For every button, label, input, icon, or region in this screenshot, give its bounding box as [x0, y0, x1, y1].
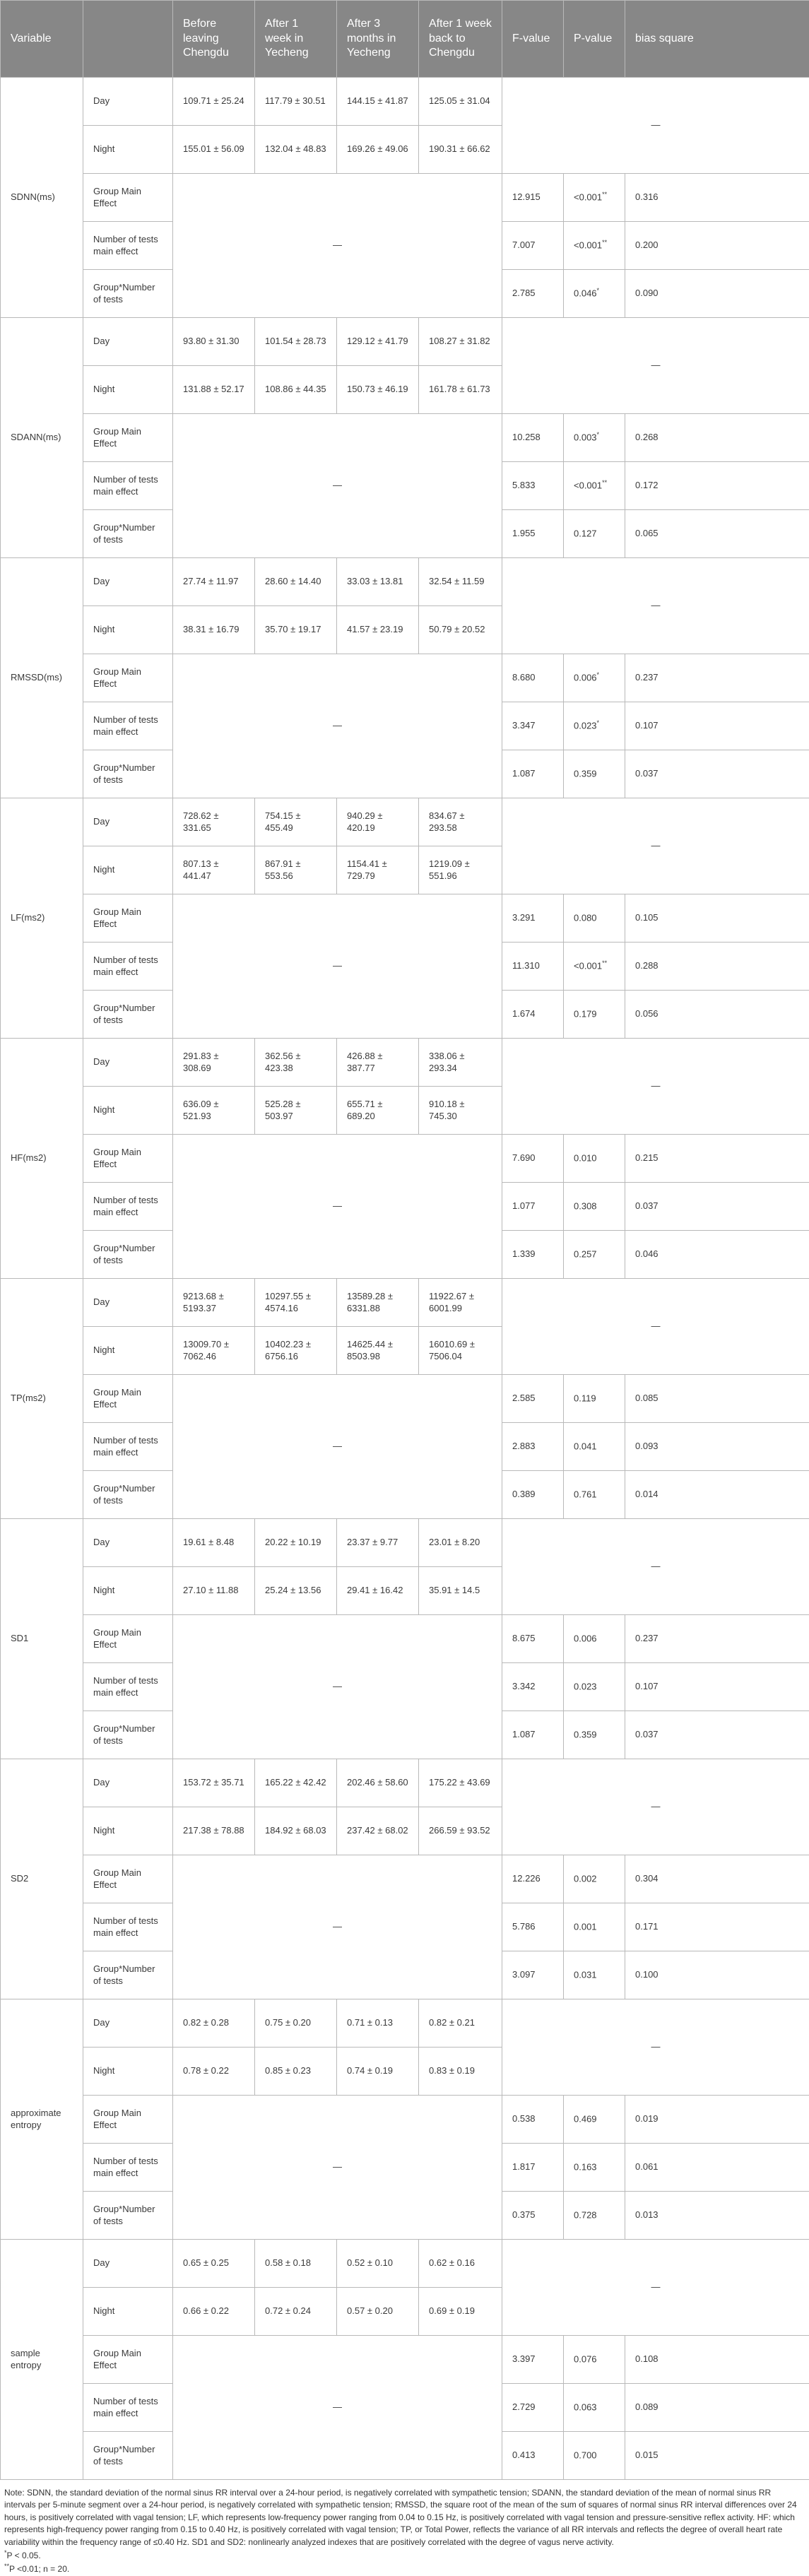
f-value: 10.258 — [502, 414, 564, 462]
f-value: 11.310 — [502, 943, 564, 991]
bias-square: 0.065 — [625, 510, 809, 558]
stats-dash: — — [502, 1039, 809, 1135]
p-value: 0.031 — [564, 1951, 625, 1999]
p-value: <0.001** — [564, 943, 625, 991]
effect-label: Number of tests main effect — [83, 462, 173, 510]
bias-square: 0.100 — [625, 1951, 809, 1999]
day-value: 10297.55 ± 4574.16 — [255, 1279, 337, 1327]
day-value: 125.05 ± 31.04 — [419, 78, 502, 126]
f-value: 1.674 — [502, 991, 564, 1039]
table-row — [1, 1519, 809, 1567]
effect-label: Group*Number of tests — [83, 1951, 173, 1999]
day-value: 13589.28 ± 6331.88 — [337, 1279, 419, 1327]
day-value: 0.58 ± 0.18 — [255, 2240, 337, 2288]
day-value: 153.72 ± 35.71 — [173, 1759, 255, 1807]
p-value: 0.076 — [564, 2336, 625, 2384]
bias-square: 0.237 — [625, 654, 809, 702]
variable-name: RMSSD(ms) — [1, 558, 83, 798]
effect-label: Group Main Effect — [83, 174, 173, 222]
row-label-day: Day — [83, 2240, 173, 2288]
bias-square: 0.200 — [625, 222, 809, 270]
note-p1: *P < 0.05. — [4, 2548, 803, 2562]
effect-label: Group Main Effect — [83, 1615, 173, 1663]
effect-label: Number of tests main effect — [83, 2384, 173, 2432]
night-value: 14625.44 ± 8503.98 — [337, 1327, 419, 1375]
table-row — [1, 1279, 809, 1327]
night-value: 0.69 ± 0.19 — [419, 2288, 502, 2336]
f-value: 0.413 — [502, 2432, 564, 2480]
f-value: 2.585 — [502, 1375, 564, 1423]
f-value: 5.786 — [502, 1903, 564, 1951]
night-value: 38.31 ± 16.79 — [173, 606, 255, 654]
effect-label: Number of tests main effect — [83, 1183, 173, 1231]
day-value: 109.71 ± 25.24 — [173, 78, 255, 126]
table-row — [1, 2336, 809, 2384]
variable-name: SD1 — [1, 1519, 83, 1759]
day-value: 0.52 ± 0.10 — [337, 2240, 419, 2288]
day-value: 23.01 ± 8.20 — [419, 1519, 502, 1567]
f-value: 1.817 — [502, 2144, 564, 2192]
night-value: 184.92 ± 68.03 — [255, 1807, 337, 1855]
f-value: 5.833 — [502, 462, 564, 510]
f-value: 3.097 — [502, 1951, 564, 1999]
effect-label: Number of tests main effect — [83, 2144, 173, 2192]
f-value: 7.007 — [502, 222, 564, 270]
effect-label: Group*Number of tests — [83, 1471, 173, 1519]
row-label-night: Night — [83, 126, 173, 174]
effect-label: Group Main Effect — [83, 2336, 173, 2384]
day-value: 27.74 ± 11.97 — [173, 558, 255, 606]
day-value: 175.22 ± 43.69 — [419, 1759, 502, 1807]
night-value: 0.83 ± 0.19 — [419, 2048, 502, 2096]
row-label-day: Day — [83, 1279, 173, 1327]
table-row — [1, 1855, 809, 1903]
f-value: 7.690 — [502, 1135, 564, 1183]
night-value: 13009.70 ± 7062.46 — [173, 1327, 255, 1375]
f-value: 1.077 — [502, 1183, 564, 1231]
f-value: 2.729 — [502, 2384, 564, 2432]
table-row — [1, 78, 809, 126]
day-value: 93.80 ± 31.30 — [173, 318, 255, 366]
effect-label: Number of tests main effect — [83, 222, 173, 270]
day-value: 728.62 ± 331.65 — [173, 798, 255, 846]
stats-dash: — — [502, 1519, 809, 1615]
table-row — [1, 654, 809, 702]
variable-name: LF(ms2) — [1, 798, 83, 1039]
row-label-day: Day — [83, 1519, 173, 1567]
means-dash: — — [173, 2096, 502, 2240]
night-value: 0.66 ± 0.22 — [173, 2288, 255, 2336]
night-value: 29.41 ± 16.42 — [337, 1567, 419, 1615]
f-value: 2.883 — [502, 1423, 564, 1471]
p-value: 0.003* — [564, 414, 625, 462]
night-value: 35.91 ± 14.5 — [419, 1567, 502, 1615]
day-value: 11922.67 ± 6001.99 — [419, 1279, 502, 1327]
effect-label: Number of tests main effect — [83, 1663, 173, 1711]
night-value: 16010.69 ± 7506.04 — [419, 1327, 502, 1375]
table-row — [1, 174, 809, 222]
bias-square: 0.172 — [625, 462, 809, 510]
effect-label: Number of tests main effect — [83, 943, 173, 991]
day-value: 202.46 ± 58.60 — [337, 1759, 419, 1807]
row-label-night: Night — [83, 366, 173, 414]
day-value: 0.82 ± 0.28 — [173, 1999, 255, 2048]
table-row — [1, 1615, 809, 1663]
bias-square: 0.237 — [625, 1615, 809, 1663]
day-value: 144.15 ± 41.87 — [337, 78, 419, 126]
stats-dash: — — [502, 798, 809, 894]
night-value: 266.59 ± 93.52 — [419, 1807, 502, 1855]
night-value: 161.78 ± 61.73 — [419, 366, 502, 414]
table-notes — [0, 2480, 809, 2576]
variable-name: TP(ms2) — [1, 1279, 83, 1519]
stats-dash: — — [502, 558, 809, 654]
night-value: 237.42 ± 68.02 — [337, 1807, 419, 1855]
bias-square: 0.061 — [625, 2144, 809, 2192]
day-value: 0.82 ± 0.21 — [419, 1999, 502, 2048]
f-value: 2.785 — [502, 270, 564, 318]
day-value: 129.12 ± 41.79 — [337, 318, 419, 366]
p-value: 0.308 — [564, 1183, 625, 1231]
f-value: 3.347 — [502, 702, 564, 750]
row-label-day: Day — [83, 78, 173, 126]
bias-square: 0.037 — [625, 750, 809, 798]
night-value: 155.01 ± 56.09 — [173, 126, 255, 174]
header-cell — [83, 1, 173, 78]
effect-label: Group*Number of tests — [83, 750, 173, 798]
bias-square: 0.085 — [625, 1375, 809, 1423]
header-cell: F-value — [502, 1, 564, 78]
variable-name: SD2 — [1, 1759, 83, 1999]
day-value: 362.56 ± 423.38 — [255, 1039, 337, 1087]
day-value: 754.15 ± 455.49 — [255, 798, 337, 846]
effect-label: Group Main Effect — [83, 1375, 173, 1423]
table-row — [1, 1999, 809, 2048]
note-p2: **P <0.01; n = 20. — [4, 2562, 803, 2575]
night-value: 217.38 ± 78.88 — [173, 1807, 255, 1855]
p-value: 0.023 — [564, 1663, 625, 1711]
p-value: 0.023* — [564, 702, 625, 750]
effect-label: Group Main Effect — [83, 414, 173, 462]
stats-dash: — — [502, 1759, 809, 1855]
effect-label: Group*Number of tests — [83, 991, 173, 1039]
day-value: 338.06 ± 293.34 — [419, 1039, 502, 1087]
header-row — [1, 1, 809, 78]
f-value: 1.955 — [502, 510, 564, 558]
night-value: 27.10 ± 11.88 — [173, 1567, 255, 1615]
f-value: 0.538 — [502, 2096, 564, 2144]
night-value: 169.26 ± 49.06 — [337, 126, 419, 174]
header-cell: After 1 week back to Chengdu — [419, 1, 502, 78]
variable-name: SDNN(ms) — [1, 78, 83, 318]
row-label-night: Night — [83, 1807, 173, 1855]
stats-dash: — — [502, 2240, 809, 2336]
night-value: 25.24 ± 13.56 — [255, 1567, 337, 1615]
bias-square: 0.268 — [625, 414, 809, 462]
effect-label: Group Main Effect — [83, 1135, 173, 1183]
night-value: 0.72 ± 0.24 — [255, 2288, 337, 2336]
row-label-night: Night — [83, 2288, 173, 2336]
means-dash: — — [173, 1615, 502, 1759]
bias-square: 0.108 — [625, 2336, 809, 2384]
night-value: 0.85 ± 0.23 — [255, 2048, 337, 2096]
f-value: 8.680 — [502, 654, 564, 702]
f-value: 3.342 — [502, 1663, 564, 1711]
p-value: 0.080 — [564, 894, 625, 943]
f-value: 3.291 — [502, 894, 564, 943]
night-value: 35.70 ± 19.17 — [255, 606, 337, 654]
day-value: 117.79 ± 30.51 — [255, 78, 337, 126]
effect-label: Group*Number of tests — [83, 510, 173, 558]
day-value: 20.22 ± 10.19 — [255, 1519, 337, 1567]
effect-label: Group*Number of tests — [83, 2432, 173, 2480]
note-main: Note: SDNN, the standard deviation of the normal sinus RR interval over a 24-hour period, is negatively correlated with sympathetic tension; SDANN, the standard deviation of the mean of normal sinus RR intervals per 5-minute segment over a 24-hour period, is negatively correlated with sympathetic tension; RMSSD, the square root of the mean of the sum of squares of normal sinus RR interval differences over 24 hours, is positively correlated with vagal tension; LF, which represents low-frequency power ranging from 0.04 to 0.15 Hz, is positively correlated with vagal tension and pressure-sensitive reflex activity. HF: which represents high-frequency power ranging from 0.15 to 0.40 Hz, is positively correlated with vagal tension; TP, or Total Power, reflects the variance of all RR intervals and reflects the degree of overall heart rate variability within the frequency range of ≤0.40 Hz. SD1 and SD2: nonlinearly analyzed indexes that are positively correlated with the degree of vagus nerve activity. — [4, 2487, 803, 2548]
stats-dash: — — [502, 1279, 809, 1375]
f-value: 0.375 — [502, 2192, 564, 2240]
header-cell: Variable — [1, 1, 83, 78]
p-value: 0.006 — [564, 1615, 625, 1663]
f-value: 3.397 — [502, 2336, 564, 2384]
f-value: 0.389 — [502, 1471, 564, 1519]
means-dash: — — [173, 1135, 502, 1279]
night-value: 525.28 ± 503.97 — [255, 1087, 337, 1135]
day-value: 101.54 ± 28.73 — [255, 318, 337, 366]
p-value: 0.359 — [564, 750, 625, 798]
bias-square: 0.013 — [625, 2192, 809, 2240]
night-value: 150.73 ± 46.19 — [337, 366, 419, 414]
bias-square: 0.304 — [625, 1855, 809, 1903]
day-value: 32.54 ± 11.59 — [419, 558, 502, 606]
means-dash: — — [173, 654, 502, 798]
bias-square: 0.215 — [625, 1135, 809, 1183]
bias-square: 0.090 — [625, 270, 809, 318]
p-value: <0.001** — [564, 462, 625, 510]
bias-square: 0.014 — [625, 1471, 809, 1519]
bias-square: 0.019 — [625, 2096, 809, 2144]
day-value: 0.65 ± 0.25 — [173, 2240, 255, 2288]
p-value: 0.001 — [564, 1903, 625, 1951]
f-value: 1.339 — [502, 1231, 564, 1279]
day-value: 0.75 ± 0.20 — [255, 1999, 337, 2048]
p-value: 0.179 — [564, 991, 625, 1039]
means-dash: — — [173, 1855, 502, 1999]
means-dash: — — [173, 414, 502, 558]
day-value: 33.03 ± 13.81 — [337, 558, 419, 606]
header-cell: After 3 months in Yecheng — [337, 1, 419, 78]
table-row — [1, 1375, 809, 1423]
effect-label: Number of tests main effect — [83, 1903, 173, 1951]
night-value: 108.86 ± 44.35 — [255, 366, 337, 414]
effect-label: Group*Number of tests — [83, 270, 173, 318]
row-label-day: Day — [83, 798, 173, 846]
effect-label: Group Main Effect — [83, 1855, 173, 1903]
variable-name: HF(ms2) — [1, 1039, 83, 1279]
bias-square: 0.037 — [625, 1711, 809, 1759]
header-cell: P-value — [564, 1, 625, 78]
night-value: 807.13 ± 441.47 — [173, 846, 255, 894]
night-value: 132.04 ± 48.83 — [255, 126, 337, 174]
header-cell: bias square — [625, 1, 809, 78]
effect-label: Group*Number of tests — [83, 2192, 173, 2240]
row-label-day: Day — [83, 558, 173, 606]
night-value: 1154.41 ± 729.79 — [337, 846, 419, 894]
p-value: <0.001** — [564, 222, 625, 270]
day-value: 165.22 ± 42.42 — [255, 1759, 337, 1807]
table-row — [1, 318, 809, 366]
bias-square: 0.046 — [625, 1231, 809, 1279]
stats-dash: — — [502, 78, 809, 174]
night-value: 636.09 ± 521.93 — [173, 1087, 255, 1135]
table-body — [1, 78, 809, 2480]
p-value: 0.257 — [564, 1231, 625, 1279]
bias-square: 0.171 — [625, 1903, 809, 1951]
night-value: 131.88 ± 52.17 — [173, 366, 255, 414]
bias-square: 0.037 — [625, 1183, 809, 1231]
night-value: 910.18 ± 745.30 — [419, 1087, 502, 1135]
p-value: 0.728 — [564, 2192, 625, 2240]
stats-dash: — — [502, 1999, 809, 2096]
effect-label: Group Main Effect — [83, 2096, 173, 2144]
bias-square: 0.093 — [625, 1423, 809, 1471]
table-row — [1, 894, 809, 943]
bias-square: 0.107 — [625, 702, 809, 750]
effect-label: Group*Number of tests — [83, 1231, 173, 1279]
bias-square: 0.056 — [625, 991, 809, 1039]
p-value: 0.469 — [564, 2096, 625, 2144]
row-label-night: Night — [83, 1087, 173, 1135]
effect-label: Group Main Effect — [83, 654, 173, 702]
p-value: 0.010 — [564, 1135, 625, 1183]
day-value: 108.27 ± 31.82 — [419, 318, 502, 366]
effect-label: Number of tests main effect — [83, 702, 173, 750]
f-value: 1.087 — [502, 1711, 564, 1759]
bias-square: 0.089 — [625, 2384, 809, 2432]
row-label-night: Night — [83, 1327, 173, 1375]
bias-square: 0.316 — [625, 174, 809, 222]
variable-name: sample entropy — [1, 2240, 83, 2480]
effect-label: Number of tests main effect — [83, 1423, 173, 1471]
row-label-day: Day — [83, 1759, 173, 1807]
f-value: 8.675 — [502, 1615, 564, 1663]
day-value: 9213.68 ± 5193.37 — [173, 1279, 255, 1327]
row-label-night: Night — [83, 606, 173, 654]
bias-square: 0.288 — [625, 943, 809, 991]
day-value: 0.71 ± 0.13 — [337, 1999, 419, 2048]
effect-label: Group*Number of tests — [83, 1711, 173, 1759]
p-value: 0.700 — [564, 2432, 625, 2480]
table-row — [1, 558, 809, 606]
f-value: 1.087 — [502, 750, 564, 798]
day-value: 0.62 ± 0.16 — [419, 2240, 502, 2288]
means-dash: — — [173, 1375, 502, 1519]
night-value: 10402.23 ± 6756.16 — [255, 1327, 337, 1375]
f-value: 12.226 — [502, 1855, 564, 1903]
night-value: 190.31 ± 66.62 — [419, 126, 502, 174]
night-value: 867.91 ± 553.56 — [255, 846, 337, 894]
day-value: 23.37 ± 9.77 — [337, 1519, 419, 1567]
table-row — [1, 1759, 809, 1807]
p-value: 0.127 — [564, 510, 625, 558]
night-value: 0.57 ± 0.20 — [337, 2288, 419, 2336]
day-value: 28.60 ± 14.40 — [255, 558, 337, 606]
p-value: 0.761 — [564, 1471, 625, 1519]
header-cell: Before leaving Chengdu — [173, 1, 255, 78]
table-row — [1, 2240, 809, 2288]
bias-square: 0.015 — [625, 2432, 809, 2480]
p-value: 0.041 — [564, 1423, 625, 1471]
p-value: 0.163 — [564, 2144, 625, 2192]
header-cell: After 1 week in Yecheng — [255, 1, 337, 78]
row-label-day: Day — [83, 318, 173, 366]
row-label-night: Night — [83, 846, 173, 894]
p-value: 0.359 — [564, 1711, 625, 1759]
night-value: 0.74 ± 0.19 — [337, 2048, 419, 2096]
variable-name: approximate entropy — [1, 1999, 83, 2240]
means-dash: — — [173, 894, 502, 1039]
effect-label: Group Main Effect — [83, 894, 173, 943]
p-value: 0.006* — [564, 654, 625, 702]
p-value: <0.001** — [564, 174, 625, 222]
bias-square: 0.105 — [625, 894, 809, 943]
day-value: 834.67 ± 293.58 — [419, 798, 502, 846]
p-value: 0.046* — [564, 270, 625, 318]
row-label-night: Night — [83, 1567, 173, 1615]
day-value: 940.29 ± 420.19 — [337, 798, 419, 846]
table-row — [1, 798, 809, 846]
night-value: 50.79 ± 20.52 — [419, 606, 502, 654]
night-value: 0.78 ± 0.22 — [173, 2048, 255, 2096]
row-label-day: Day — [83, 1039, 173, 1087]
table-row — [1, 1135, 809, 1183]
variable-name: SDANN(ms) — [1, 318, 83, 558]
p-value: 0.002 — [564, 1855, 625, 1903]
p-value: 0.063 — [564, 2384, 625, 2432]
night-value: 41.57 ± 23.19 — [337, 606, 419, 654]
night-value: 655.71 ± 689.20 — [337, 1087, 419, 1135]
table-row — [1, 414, 809, 462]
means-dash: — — [173, 2336, 502, 2480]
table-row — [1, 2096, 809, 2144]
day-value: 291.83 ± 308.69 — [173, 1039, 255, 1087]
table-row — [1, 1039, 809, 1087]
night-value: 1219.09 ± 551.96 — [419, 846, 502, 894]
stats-dash: — — [502, 318, 809, 414]
means-dash: — — [173, 174, 502, 318]
day-value: 19.61 ± 8.48 — [173, 1519, 255, 1567]
f-value: 12.915 — [502, 174, 564, 222]
day-value: 426.88 ± 387.77 — [337, 1039, 419, 1087]
bias-square: 0.107 — [625, 1663, 809, 1711]
row-label-night: Night — [83, 2048, 173, 2096]
p-value: 0.119 — [564, 1375, 625, 1423]
row-label-day: Day — [83, 1999, 173, 2048]
